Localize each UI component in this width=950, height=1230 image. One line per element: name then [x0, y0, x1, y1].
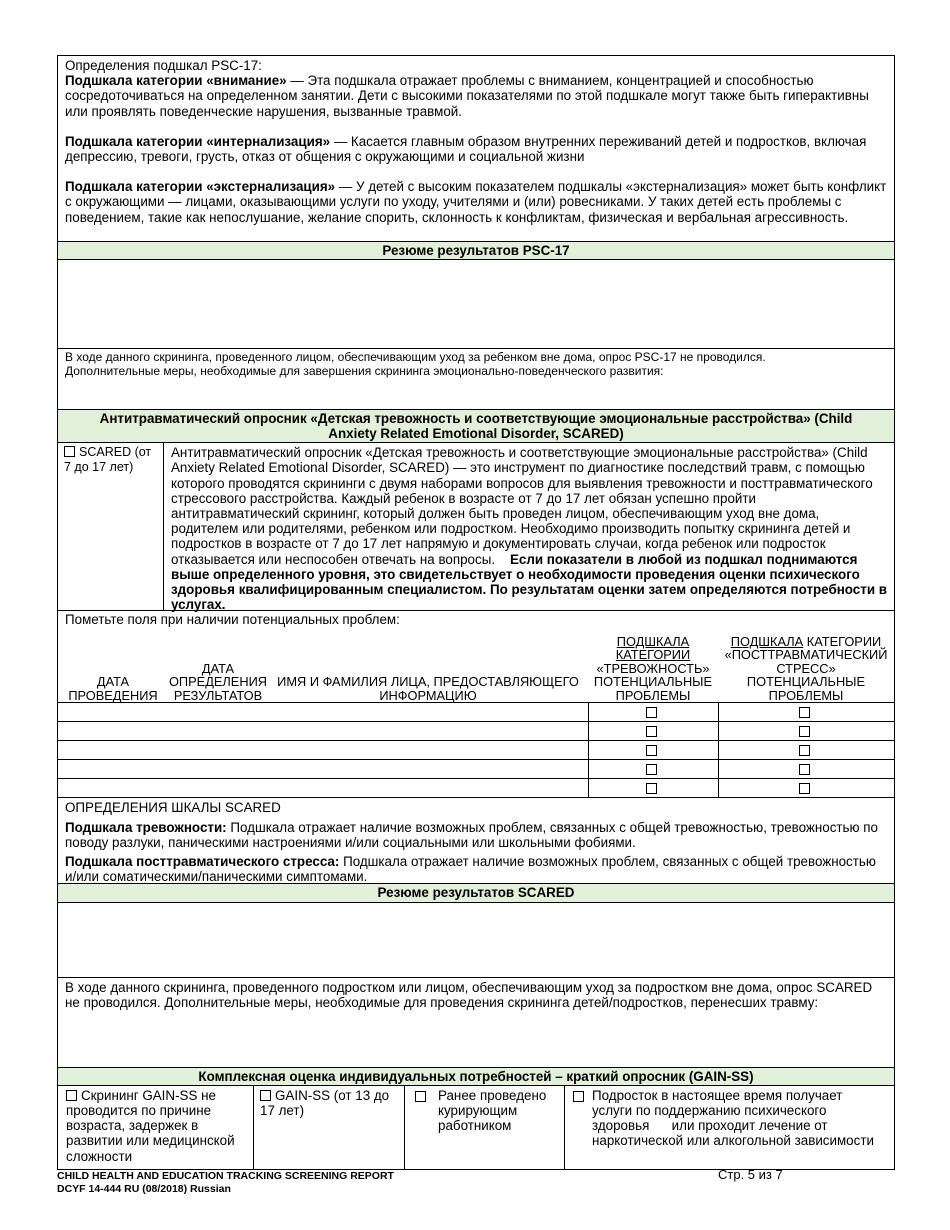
checkbox-icon[interactable] [799, 764, 810, 775]
scared-checkbox[interactable]: SCARED (от 7 до 17 лет) [58, 443, 164, 610]
ptsd-def: Подшкала посттравматического стресса: Подшкала отражает наличие возможных проблем, связанных с общей тревожностью и/или соматическими/паническими симптомами. [65, 854, 876, 885]
psc-intro: Определения подшкал PSC-17: [65, 58, 262, 73]
mark-instruction: Пометьте поля при наличии потенциальных проблем: [65, 612, 400, 628]
gain-option-previous[interactable]: Ранее проведено курирующим работником [405, 1086, 565, 1169]
footer-title: CHILD HEALTH AND EDUCATION TRACKING SCREENING REPORT [57, 1170, 394, 1182]
checkbox-icon[interactable] [799, 726, 810, 737]
table-cell[interactable] [58, 703, 588, 722]
table-row [58, 703, 894, 722]
table-cell[interactable] [58, 779, 588, 798]
footer [57, 1167, 895, 1196]
checkbox-icon[interactable] [66, 1090, 77, 1101]
checkbox-icon[interactable] [260, 1090, 271, 1101]
psc-external-def: Подшкала категории «экстернализация» — У детей с высоким показателем подшкалы «экстернализация» может быть конфликт с окружающими — лицами, оказывающими услуги по уходу, учителями и (или) ровесниками. У таких детей есть проблемы с поведением, такие как непослушание, желание спорить, склонность к конфликтам, физическая и вербальная агрессивность. [65, 179, 887, 225]
scared-not-done[interactable]: В ходе данного скрининга, проведенного подростком или лицом, обеспечивающим уход за подростком вне дома, опрос SCARED не проводился. Дополнительные меры, необходимые для проведения скрининга детей/подростков, перенесших травму: [58, 978, 894, 1068]
scared-table-section [58, 611, 894, 798]
anxiety-def: Подшкала тревожности: Подшкала отражает наличие возможных проблем, связанных с общей тревожностью, тревожностью по поводу разлуки, паническими настроениями и/или социальными или школьными фобиями. [65, 819, 878, 850]
gain-header: Комплексная оценка индивидуальных потребностей – краткий опросник (GAIN-SS) [58, 1068, 894, 1086]
scared-description: Антитравматический опросник «Детская тревожность и соответствующие эмоциональные расстройства» (Child Anxiety Related Emotional Disorder, SCARED) — это инструмент по диагностике последствий травм, с помощью которого проводятся скрининги с двумя наборами вопросов для выявления тревожности и посттравматического стрессового расстройства. Каждый ребенок в возрасте от 7 до 17 лет обязан успешно пройти антитравматический скрининг, который должен быть проведен лицом, обеспечивающим уход вне дома, родителем или родителями, ребенком или подростком. Необходимо производить попытку скрининга детей и подростков в возрасте от 7 до 17 лет напрямую и документировать случаи, когда ребенок или подросток отказывается или неспособен отвечать на вопросы. Если показатели в любой из подшкал поднимаются выше определенного уровня, это свидетельствует о необходимости проведения оценки психического здоровья квалифицированным специалистом. По результатам оценки затем определяются потребности в услугах. [171, 445, 887, 613]
col-name: ИМЯ И ФАМИЛИЯ ЛИЦА, ПРЕДОСТАВЛЯЮЩЕГО ИНФОРМАЦИЮ [277, 674, 579, 703]
checkbox-icon[interactable] [646, 745, 657, 756]
psc-definitions [58, 56, 894, 242]
col-anxiety: ПОДШКАЛА КАТЕГОРИИ «ТРЕВОЖНОСТЬ» ПОТЕНЦИАЛЬНЫЕ ПРОБЛЕМЫ [593, 633, 713, 703]
psc-attention-def: Подшкала категории «внимание» — Эта подшкала отражает проблемы с вниманием, концентрацией и способностью сосредоточиваться на определенном занятии. Дети с высокими показателями по этой подшкале могут также быть гиперактивны или проявлять поведенческие нарушения, вызванные травмой. [65, 73, 869, 119]
col-ptsd: ПОДШКАЛА КАТЕГОРИИ «ПОСТТРАВМАТИЧЕСКИЙ СТРЕСС» ПОТЕНЦИАЛЬНЫЕ ПРОБЛЕМЫ [724, 633, 888, 703]
psc-not-done[interactable]: В ходе данного скрининга, проведенного лицом, обеспечивающим уход за ребенком вне дома, опрос PSC-17 не проводился. Дополнительные меры, необходимые для завершения скрининга эмоционально-поведенческого развития: [58, 349, 894, 410]
table-row [58, 760, 894, 779]
gain-option-services[interactable]: Подросток в настоящее время получает услуги по поддержанию психического здоровья или проходит лечение от наркотической или алкогольной зависимости [565, 1086, 894, 1169]
table-cell[interactable] [58, 722, 588, 741]
footer-form-id: DCYF 14-444 RU (08/2018) Russian [57, 1183, 231, 1195]
gain-option-age[interactable]: GAIN-SS (от 13 до 17 лет) [254, 1086, 405, 1169]
table-cell[interactable] [58, 741, 588, 760]
checkbox-icon[interactable] [799, 745, 810, 756]
checkbox-icon[interactable] [573, 1091, 584, 1102]
psc-internal-def: Подшкала категории «интернализация» — Касается главным образом внутренних переживаний детей и подростков, включая депрессию, тревоги, грусть, отказ от общения с окружающими и социальной жизни [65, 133, 867, 165]
scared-summary-header: Резюме результатов SCARED [58, 884, 894, 902]
scared-header: Антитравматический опросник «Детская тревожность и соответствующие эмоциональные расстройства» (Child Anxiety Related Emotional Disorder, SCARED) [58, 410, 894, 443]
table-row [58, 741, 894, 760]
checkbox-icon[interactable] [415, 1091, 426, 1102]
scared-table [58, 702, 894, 797]
checkbox-icon[interactable] [799, 783, 810, 794]
page-number: Стр. 5 из 7 [718, 1167, 783, 1182]
table-row [58, 779, 894, 798]
checkbox-icon[interactable] [646, 764, 657, 775]
table-row [58, 722, 894, 741]
form-page [57, 55, 895, 1170]
scared-definitions [58, 798, 894, 884]
scared-columns [58, 629, 894, 702]
gain-options [58, 1086, 894, 1170]
checkbox-icon[interactable] [646, 783, 657, 794]
gain-option-not-done[interactable]: Скрининг GAIN-SS не проводится по причине возраста, задержек в развитии или медицинской сложности [58, 1086, 254, 1169]
scared-definitions-title: ОПРЕДЕЛЕНИЯ ШКАЛЫ SCARED [65, 800, 281, 816]
scared-info-row [58, 443, 894, 611]
table-cell[interactable] [58, 760, 588, 779]
psc-summary-field[interactable] [58, 260, 894, 349]
checkbox-icon[interactable] [799, 707, 810, 718]
checkbox-icon[interactable] [646, 707, 657, 718]
checkbox-icon[interactable] [646, 726, 657, 737]
col-result-date: ДАТА ОПРЕДЕЛЕНИЯ РЕЗУЛЬТАТОВ [168, 660, 268, 703]
psc-summary-header: Резюме результатов PSC-17 [58, 242, 894, 260]
col-date: ДАТА ПРОВЕДЕНИЯ [68, 674, 158, 703]
checkbox-icon[interactable] [64, 446, 75, 457]
scared-summary-field[interactable] [58, 903, 894, 978]
